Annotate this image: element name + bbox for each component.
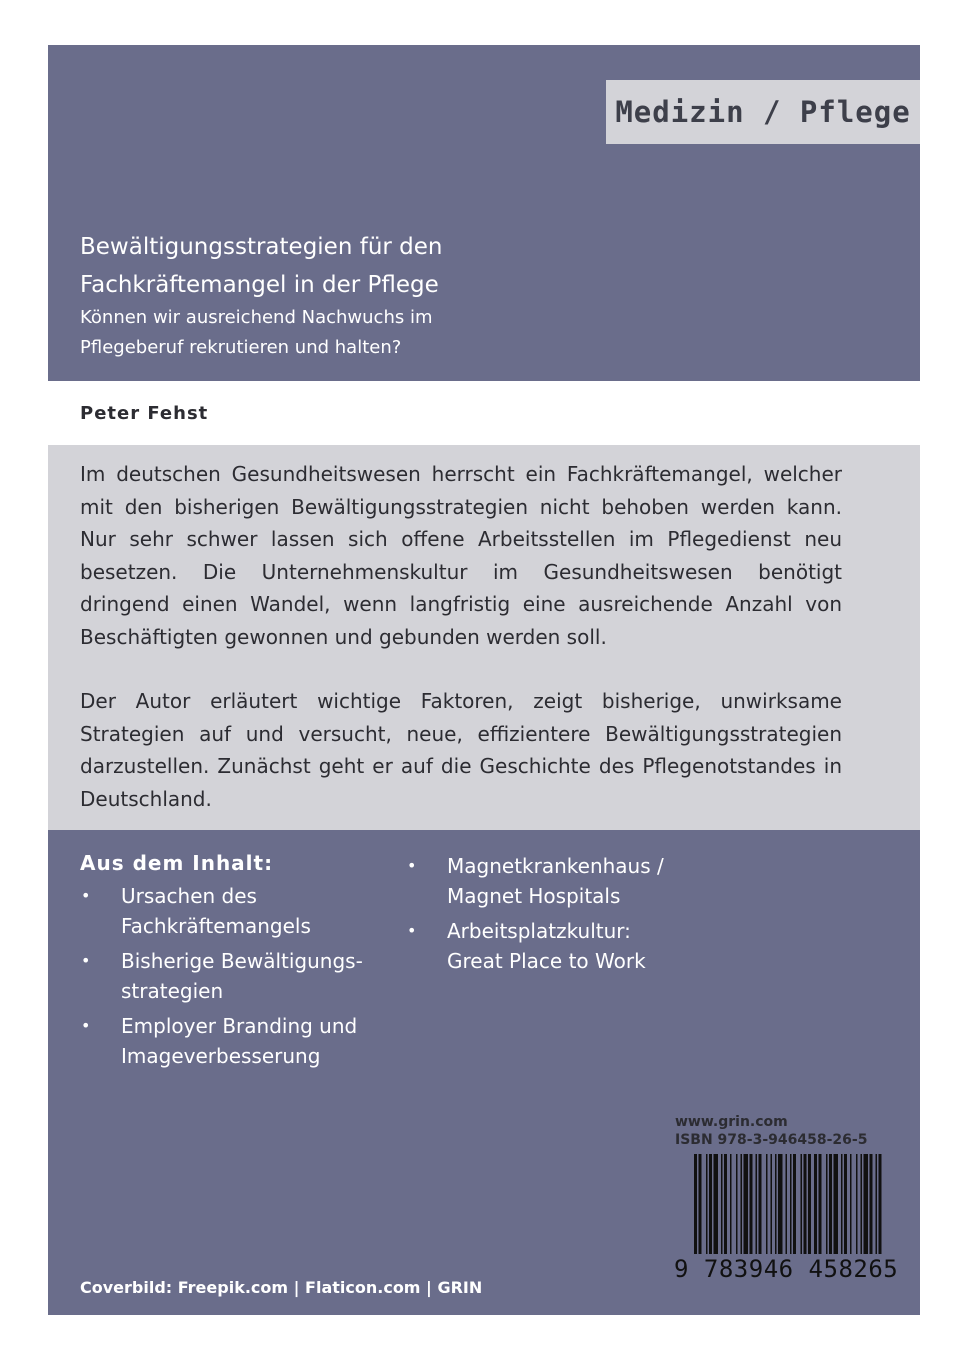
cover-image-credits: Coverbild: Freepik.com | Flaticon.com | GRIN (80, 1278, 483, 1297)
barcode-bar (864, 1154, 869, 1254)
barcode (674, 1150, 906, 1290)
list-item (406, 916, 736, 976)
barcode-bar (834, 1154, 839, 1254)
book-title-line-2: Fachkräftemangel in der Pflege (80, 272, 439, 298)
book-subtitle-line-1: Können wir ausreichend Nachwuchs im (80, 307, 433, 328)
barcode-bar (721, 1154, 723, 1254)
barcode-bar (790, 1154, 792, 1254)
book-title-line-1: Bewältigungsstrategien für den (80, 234, 443, 260)
barcode-bar (744, 1154, 749, 1254)
barcode-bar (856, 1154, 858, 1254)
contents-list-right (406, 851, 736, 981)
barcode-bar (706, 1154, 708, 1254)
barcode-bar (844, 1154, 847, 1254)
barcode-bar (814, 1154, 817, 1254)
book-title (80, 228, 680, 304)
list-item (80, 946, 400, 1006)
barcode-bar (730, 1154, 732, 1254)
barcode-bar (793, 1154, 796, 1254)
list-item (406, 851, 736, 911)
book-back-cover (48, 45, 920, 1315)
bullet-icon: • (81, 1016, 91, 1035)
list-item-line: Bisherige Bewältigungs- (121, 949, 363, 973)
list-item-line: Employer Branding und (121, 1014, 358, 1038)
barcode-bar (876, 1154, 878, 1254)
barcode-bar (709, 1154, 712, 1254)
isbn-number: ISBN 978-3-946458-26-5 (675, 1132, 868, 1148)
list-item-line: Magnetkrankenhaus / (447, 854, 664, 878)
barcode-bar (775, 1154, 777, 1254)
barcode-bar (850, 1154, 852, 1254)
barcode-bar (736, 1154, 738, 1254)
barcode-bar (804, 1154, 807, 1254)
barcode-bar (741, 1154, 743, 1254)
barcode-bar (778, 1154, 783, 1254)
barcode-bar (694, 1154, 697, 1254)
barcode-bar (841, 1154, 843, 1254)
barcode-bar (826, 1154, 828, 1254)
book-subtitle-line-2: Pflegeberuf rekrutieren und halten? (80, 337, 402, 358)
barcode-bar (766, 1154, 768, 1254)
blurb-paragraph-1: Im deutschen Gesundheitswesen herrscht ein Fachkräftemangel, welcher mit den bisherigen Bewältigungsstrategien nicht behoben werden kann. Nur sehr schwer lassen sich offene Arbeitsstellen im Pflegedienst neu besetzen. Die Unternehmenskultur im Gesundheitswesen benötigt dringend einen Wandel, wenn langfristig eine ausreichende Anzahl von Beschäftigten gewonnen und gebunden werden soll. (80, 462, 842, 649)
bullet-icon: • (407, 921, 417, 940)
bullet-icon: • (81, 951, 91, 970)
barcode-bar (786, 1154, 788, 1254)
barcode-bars-icon (694, 1154, 886, 1254)
publisher-website: www.grin.com (675, 1114, 788, 1130)
author-name: Peter Fehst (80, 403, 209, 424)
list-item-line: Arbeitsplatzkultur: (447, 919, 631, 943)
blurb-paragraph-2: Der Autor erläutert wichtige Faktoren, zeigt bisherige, unwirksame Strategien auf und versucht, neue, effizientere Bewältigungsstrategien darzustellen. Zunächst geht er auf die Geschichte des Pflegenotstandes in Deutschland. (80, 689, 842, 811)
barcode-bar (714, 1154, 719, 1254)
list-item-line: Magnet Hospitals (447, 884, 621, 908)
barcode-bar (861, 1154, 863, 1254)
barcode-bar (808, 1154, 811, 1254)
book-subtitle (80, 303, 680, 363)
barcode-bar (801, 1154, 803, 1254)
list-item-line: strategien (121, 979, 224, 1003)
list-item-line: Great Place to Work (447, 949, 646, 973)
barcode-digits: 9 783946 458265 (674, 1255, 899, 1283)
list-item-line: Imageverbesserung (121, 1044, 321, 1068)
list-item (80, 1011, 400, 1071)
category-label: Medizin / Pflege (606, 80, 920, 144)
barcode-bar (819, 1154, 822, 1254)
contents-heading: Aus dem Inhalt: (80, 851, 274, 875)
barcode-bar (879, 1154, 882, 1254)
list-item (80, 881, 400, 941)
barcode-bar (724, 1154, 727, 1254)
barcode-bar (750, 1154, 753, 1254)
barcode-bar (870, 1154, 873, 1254)
barcode-bar (699, 1154, 702, 1254)
list-item-line: Fachkräftemangels (121, 914, 311, 938)
contents-list-left (80, 881, 400, 1076)
barcode-bar (756, 1154, 758, 1254)
barcode-bar (829, 1154, 832, 1254)
bullet-icon: • (81, 886, 91, 905)
list-item-line: Ursachen des (121, 884, 257, 908)
bullet-icon: • (407, 856, 417, 875)
barcode-bar (771, 1154, 773, 1254)
barcode-bar (759, 1154, 762, 1254)
